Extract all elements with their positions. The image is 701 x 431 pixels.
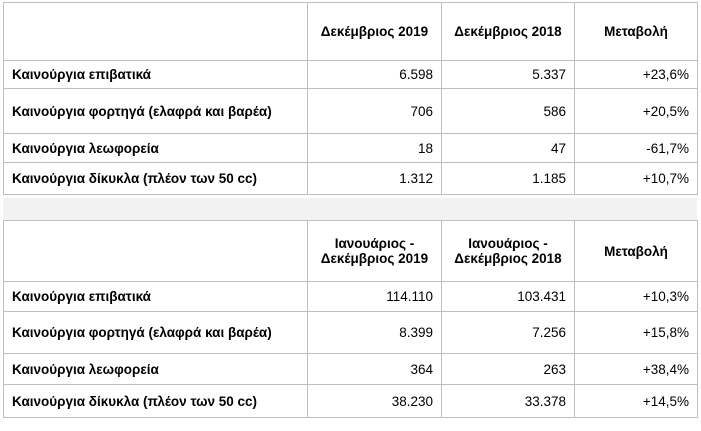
value-change: +14,5% [575,385,698,418]
header-row [4,221,698,282]
value-2019: 6.598 [308,61,442,89]
header-change: Μεταβολή [575,3,698,61]
value-change: +10,7% [575,163,698,195]
value-2019: 18 [308,134,442,163]
value-2019: 706 [308,89,442,134]
header-empty-cell [4,221,308,282]
value-change: +23,6% [575,61,698,89]
value-2019: 38.230 [308,385,442,418]
value-change: +38,4% [575,354,698,385]
value-2018: 586 [442,89,575,134]
header-change: Μεταβολή [575,221,698,282]
value-change: +15,8% [575,312,698,354]
value-change: +10,3% [575,282,698,312]
row-label: Καινούργια φορτηγά (ελαφρά και βαρέα) [4,89,308,134]
header-empty-cell [4,3,308,61]
table-row [4,312,698,354]
header-dec-2019: Δεκέμβριος 2019 [308,3,442,61]
value-2019: 1.312 [308,163,442,195]
value-2018: 47 [442,134,575,163]
table-row [4,282,698,312]
annual-registrations-table [3,220,698,418]
table-gap [3,198,697,220]
value-2018: 1.185 [442,163,575,195]
value-change: -61,7% [575,134,698,163]
table-row [4,89,698,134]
table-row [4,163,698,195]
table-row [4,354,698,385]
value-2018: 5.337 [442,61,575,89]
value-2018: 33.378 [442,385,575,418]
row-label: Καινούργια λεωφορεία [4,354,308,385]
row-label: Καινούργια λεωφορεία [4,134,308,163]
value-change: +20,5% [575,89,698,134]
row-label: Καινούργια φορτηγά (ελαφρά και βαρέα) [4,312,308,354]
value-2019: 364 [308,354,442,385]
value-2018: 103.431 [442,282,575,312]
row-label: Καινούργια επιβατικά [4,61,308,89]
row-label: Καινούργια επιβατικά [4,282,308,312]
header-jan-dec-2018: Ιανουάριος - Δεκέμβριος 2018 [442,221,575,282]
table-row [4,61,698,89]
monthly-registrations-table [3,2,698,195]
value-2018: 263 [442,354,575,385]
header-row [4,3,698,61]
value-2018: 7.256 [442,312,575,354]
header-jan-dec-2019: Ιανουάριος - Δεκέμβριος 2019 [308,221,442,282]
table-row [4,134,698,163]
value-2019: 114.110 [308,282,442,312]
table-row [4,385,698,418]
row-label: Καινούργια δίκυκλα (πλέον των 50 cc) [4,163,308,195]
value-2019: 8.399 [308,312,442,354]
header-dec-2018: Δεκέμβριος 2018 [442,3,575,61]
row-label: Καινούργια δίκυκλα (πλέον των 50 cc) [4,385,308,418]
